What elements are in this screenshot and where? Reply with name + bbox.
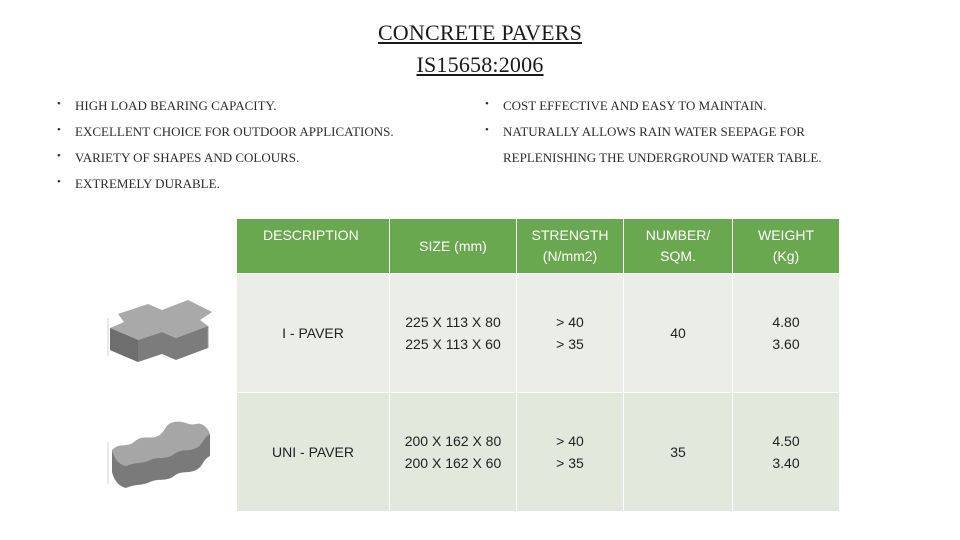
bullet-marker: • bbox=[57, 150, 61, 162]
header-weight bbox=[733, 219, 840, 274]
header-number-line2: SQM. bbox=[660, 248, 696, 264]
bullet-marker: • bbox=[57, 98, 61, 110]
cell-strength-line1: > 40 bbox=[556, 433, 584, 449]
uni-paver-image bbox=[104, 412, 216, 492]
cell-size-line2: 200 X 162 X 60 bbox=[404, 455, 502, 471]
header-description: DESCRIPTION bbox=[237, 219, 390, 274]
cell-number: 35 bbox=[624, 393, 733, 512]
header-strength-line1: STRENGTH bbox=[531, 227, 609, 243]
table-row bbox=[237, 274, 840, 393]
bullet-text: EXTREMELY DURABLE. bbox=[75, 176, 220, 191]
cell-size-line2: 225 X 113 X 60 bbox=[405, 336, 501, 352]
cell-size-line1: 225 X 113 X 80 bbox=[405, 314, 501, 330]
cell-weight bbox=[733, 274, 840, 393]
cell-strength-line2: > 35 bbox=[556, 336, 584, 352]
header-strength bbox=[517, 219, 624, 274]
cell-number: 40 bbox=[624, 274, 733, 393]
table-header-row bbox=[237, 219, 840, 274]
header-size-label: SIZE (mm) bbox=[419, 237, 487, 254]
cell-strength-line1: > 40 bbox=[556, 314, 584, 330]
bullet-text: REPLENISHING THE UNDERGROUND WATER TABLE. bbox=[503, 150, 822, 165]
bullet-text: NATURALLY ALLOWS RAIN WATER SEEPAGE FOR bbox=[503, 124, 805, 139]
bullet-marker: • bbox=[57, 176, 61, 188]
bullet-text: VARIETY OF SHAPES AND COLOURS. bbox=[75, 150, 300, 165]
bullet-text: EXCELLENT CHOICE FOR OUTDOOR APPLICATIONS. bbox=[75, 124, 394, 139]
bullet-marker: • bbox=[57, 124, 61, 136]
bullet-marker: • bbox=[485, 98, 489, 110]
cell-size-line1: 200 X 162 X 80 bbox=[404, 433, 502, 449]
header-number-line1: NUMBER/ bbox=[645, 227, 711, 243]
table-row bbox=[237, 393, 840, 512]
header-strength-line2: (N/mm2) bbox=[542, 248, 598, 264]
cell-description: UNI - PAVER bbox=[237, 393, 390, 512]
bullet-text: COST EFFECTIVE AND EASY TO MAINTAIN. bbox=[503, 98, 767, 113]
header-weight-line1: WEIGHT bbox=[758, 227, 814, 243]
cell-description: I - PAVER bbox=[237, 274, 390, 393]
cell-weight bbox=[733, 393, 840, 512]
i-paver-image bbox=[104, 292, 216, 370]
cell-size bbox=[390, 274, 517, 393]
cell-strength bbox=[517, 274, 624, 393]
page-subtitle: IS15658:2006 bbox=[416, 52, 544, 77]
specs-table bbox=[236, 218, 840, 512]
bullet-text: HIGH LOAD BEARING CAPACITY. bbox=[75, 98, 277, 113]
cell-strength bbox=[517, 393, 624, 512]
cell-weight-line1: 4.50 bbox=[772, 433, 800, 449]
cell-weight-line1: 4.80 bbox=[772, 314, 800, 330]
header-weight-line2: (Kg) bbox=[772, 248, 800, 264]
bullet-marker: • bbox=[485, 124, 489, 136]
header-size bbox=[390, 219, 517, 274]
cell-size bbox=[390, 393, 517, 512]
header-number bbox=[624, 219, 733, 274]
cell-strength-line2: > 35 bbox=[556, 455, 584, 471]
cell-weight-line2: 3.60 bbox=[772, 336, 800, 352]
cell-weight-line2: 3.40 bbox=[772, 455, 800, 471]
page-title: CONCRETE PAVERS bbox=[377, 20, 583, 45]
